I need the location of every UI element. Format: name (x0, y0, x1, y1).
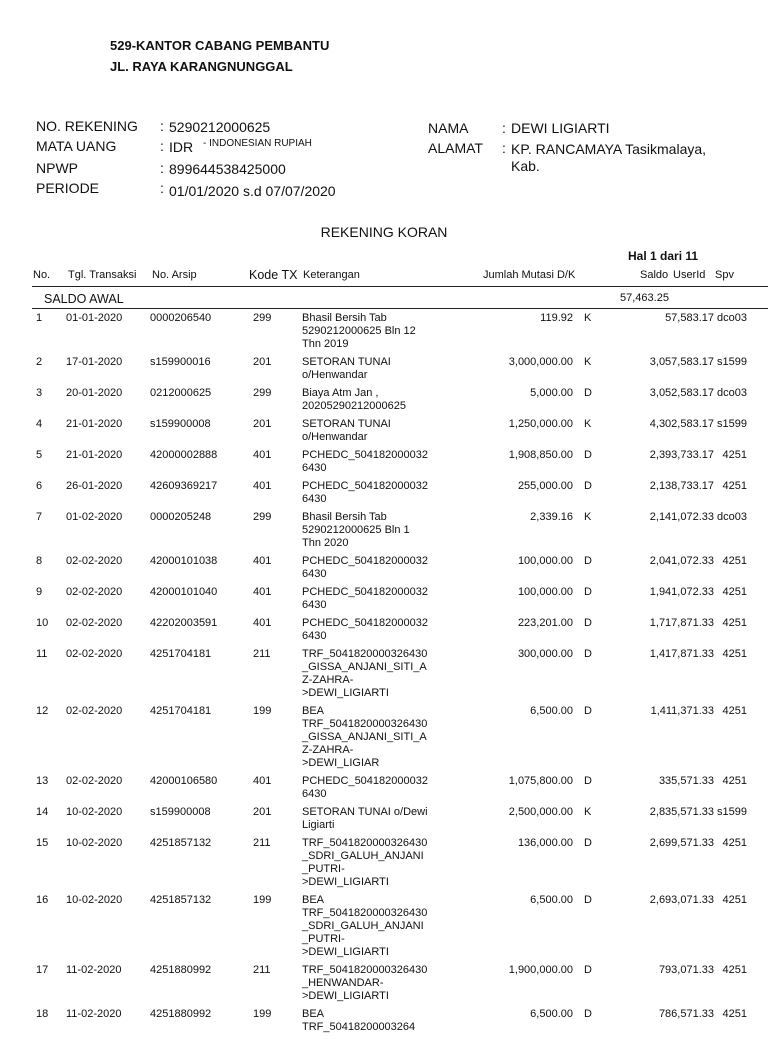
page-title: REKENING KORAN (320, 224, 448, 240)
row-date: 02-02-2020 (66, 555, 123, 567)
row-userid: 4251 (722, 617, 747, 629)
mata-uang-label: MATA UANG (36, 138, 117, 154)
table-row (32, 648, 747, 705)
row-amount: 100,000.00 (517, 555, 573, 567)
row-tx-code: 401 (253, 480, 272, 492)
row-number: 15 (36, 837, 49, 849)
periode-value: 01/01/2020 s.d 07/07/2020 (169, 183, 336, 199)
row-number: 5 (36, 449, 43, 461)
row-balance: 2,141,072.33 (649, 511, 714, 523)
row-description: PCHEDC_504182000032 6430 (302, 480, 428, 505)
row-tx-code: 401 (253, 775, 272, 787)
row-userid: dco03 (717, 511, 747, 523)
row-balance: 793,071.33 (658, 964, 714, 976)
row-debit-credit: K (584, 312, 592, 324)
header-userid: UserId (673, 269, 706, 281)
row-archive-no: 42000106580 (150, 775, 218, 787)
row-date: 21-01-2020 (66, 418, 123, 430)
nama-label: NAMA (428, 120, 469, 136)
table-row (32, 312, 747, 356)
table-row (32, 617, 747, 648)
row-date: 02-02-2020 (66, 648, 123, 660)
npwp-colon: : (160, 160, 164, 176)
row-description: BEA TRF_50418200003264 (302, 1008, 416, 1033)
row-number: 2 (36, 356, 43, 368)
rekening-value: 5290212000625 (169, 119, 271, 135)
row-date: 02-02-2020 (66, 775, 123, 787)
row-balance: 2,835,571.33 (649, 806, 714, 818)
row-tx-code: 211 (253, 964, 271, 976)
row-date: 10-02-2020 (66, 837, 123, 849)
row-description: PCHEDC_504182000032 6430 (302, 449, 428, 474)
row-userid: 4251 (722, 894, 747, 906)
row-tx-code: 199 (253, 894, 272, 906)
row-description: PCHEDC_504182000032 6430 (302, 617, 428, 642)
row-number: 3 (36, 387, 43, 399)
row-amount: 1,908,850.00 (508, 449, 573, 461)
periode-label: PERIODE (36, 180, 100, 196)
row-amount: 2,500,000.00 (508, 806, 573, 818)
row-userid: 4251 (722, 1008, 747, 1020)
row-description: TRF_5041820000326430 _GISSA_ANJANI_SITI_A Z-ZAHRA- >DEWI_LIGIARTI (302, 648, 428, 699)
row-date: 20-01-2020 (66, 387, 123, 399)
header-no: No. (33, 269, 51, 281)
header-divider (32, 286, 768, 287)
row-description: PCHEDC_504182000032 6430 (302, 586, 428, 611)
row-tx-code: 211 (253, 648, 271, 660)
row-date: 10-02-2020 (66, 806, 123, 818)
row-number: 12 (36, 705, 49, 717)
row-debit-credit: D (584, 617, 592, 629)
row-description: SETORAN TUNAI o/Henwandar (302, 356, 391, 381)
row-debit-credit: K (584, 511, 592, 523)
row-number: 13 (36, 775, 49, 787)
row-archive-no: s159900016 (150, 356, 211, 368)
row-tx-code: 211 (253, 837, 271, 849)
row-number: 14 (36, 806, 49, 818)
row-number: 17 (36, 964, 49, 976)
table-row (32, 775, 747, 806)
row-amount: 1,250,000.00 (508, 418, 573, 430)
row-date: 02-02-2020 (66, 586, 123, 598)
row-date: 01-02-2020 (66, 511, 123, 523)
row-debit-credit: K (584, 418, 592, 430)
row-date: 02-02-2020 (66, 705, 123, 717)
row-date: 26-01-2020 (66, 480, 123, 492)
row-description: TRF_5041820000326430 _HENWANDAR- >DEWI_LIGIARTI (302, 964, 428, 1002)
row-balance: 3,052,583.17 (649, 387, 714, 399)
row-number: 9 (36, 586, 43, 598)
row-tx-code: 201 (253, 356, 272, 368)
mata-uang-value: IDR (169, 139, 194, 155)
alamat-value-line2: Kab. (511, 158, 540, 174)
row-number: 6 (36, 480, 43, 492)
row-amount: 2,339.16 (530, 511, 573, 523)
row-amount: 5,000.00 (530, 387, 573, 399)
row-amount: 3,000,000.00 (508, 356, 573, 368)
row-date: 17-01-2020 (66, 356, 123, 368)
row-debit-credit: D (584, 837, 592, 849)
saldo-awal-value: 57,463.25 (620, 292, 669, 304)
row-debit-credit: D (584, 480, 592, 492)
row-balance: 2,138,733.17 (649, 480, 714, 492)
alamat-colon: : (502, 140, 506, 156)
branch-name: 529-KANTOR CABANG PEMBANTU (110, 38, 330, 53)
row-userid: dco03 (717, 312, 747, 324)
row-userid: 4251 (722, 964, 747, 976)
row-balance: 786,571.33 (658, 1008, 714, 1020)
row-amount: 255,000.00 (517, 480, 573, 492)
row-number: 16 (36, 894, 49, 906)
row-archive-no: 0000205248 (150, 511, 212, 523)
row-userid: s1599 (717, 418, 747, 430)
row-description: TRF_5041820000326430 _SDRI_GALUH_ANJANI _PUTRI- >DEWI_LIGIARTI (302, 837, 428, 888)
row-archive-no: 4251880992 (150, 964, 212, 976)
row-archive-no: 4251857132 (150, 837, 212, 849)
saldo-awal-label: SALDO AWAL (44, 292, 124, 306)
row-debit-credit: D (584, 1008, 592, 1020)
row-number: 4 (36, 418, 43, 430)
row-debit-credit: D (584, 705, 592, 717)
row-date: 11-02-2020 (66, 964, 122, 976)
row-balance: 2,699,571.33 (649, 837, 714, 849)
mata-uang-desc: - INDONESIAN RUPIAH (203, 138, 312, 149)
row-description: BEA TRF_5041820000326430 _GISSA_ANJANI_SITI_A Z-ZAHRA- >DEWI_LIGIAR (302, 705, 428, 769)
row-amount: 1,900,000.00 (508, 964, 573, 976)
row-balance: 2,693,071.33 (649, 894, 714, 906)
row-date: 02-02-2020 (66, 617, 123, 629)
row-description: Bhasil Bersih Tab 5290212000625 Bln 12 Thn 2019 (302, 312, 416, 350)
row-amount: 119.92 (540, 312, 573, 324)
row-description: PCHEDC_504182000032 6430 (302, 555, 428, 580)
row-debit-credit: D (584, 387, 592, 399)
row-archive-no: 0000206540 (150, 312, 212, 324)
rekening-colon: : (160, 118, 164, 134)
row-archive-no: 0212000625 (150, 387, 212, 399)
row-number: 7 (36, 511, 43, 523)
row-archive-no: s159900008 (150, 806, 211, 818)
npwp-label: NPWP (36, 160, 78, 176)
row-archive-no: 42000101038 (150, 555, 218, 567)
table-row (32, 837, 747, 894)
row-date: 10-02-2020 (66, 894, 123, 906)
row-amount: 1,075,800.00 (508, 775, 573, 787)
row-tx-code: 401 (253, 449, 272, 461)
row-archive-no: 4251704181 (150, 648, 212, 660)
transactions-table (32, 312, 747, 1039)
table-row (32, 449, 747, 480)
row-userid: 4251 (722, 555, 747, 567)
row-date: 11-02-2020 (66, 1008, 122, 1020)
row-date: 01-01-2020 (66, 312, 123, 324)
table-row (32, 418, 747, 449)
row-amount: 6,500.00 (530, 1008, 573, 1020)
row-userid: s1599 (717, 806, 747, 818)
row-tx-code: 299 (253, 387, 272, 399)
row-amount: 223,201.00 (517, 617, 573, 629)
nama-colon: : (502, 120, 506, 136)
table-row (32, 705, 747, 775)
row-userid: 4251 (722, 586, 747, 598)
header-spv: Spv (715, 269, 734, 281)
row-date: 21-01-2020 (66, 449, 123, 461)
row-number: 18 (36, 1008, 49, 1020)
row-description: SETORAN TUNAI o/Henwandar (302, 418, 391, 443)
row-tx-code: 199 (253, 1008, 272, 1020)
row-archive-no: s159900008 (150, 418, 211, 430)
row-balance: 1,717,871.33 (649, 617, 714, 629)
table-row (32, 387, 747, 418)
row-description: BEA TRF_5041820000326430 _SDRI_GALUH_ANJANI _PUTRI- >DEWI_LIGIARTI (302, 894, 428, 958)
nama-value: DEWI LIGIARTI (511, 120, 610, 136)
row-description: PCHEDC_504182000032 6430 (302, 775, 428, 800)
table-row (32, 555, 747, 586)
row-userid: s1599 (717, 356, 747, 368)
npwp-value: 899644538425000 (169, 161, 286, 177)
row-tx-code: 401 (253, 617, 272, 629)
row-tx-code: 201 (253, 418, 272, 430)
table-row (32, 356, 747, 387)
row-archive-no: 42000101040 (150, 586, 218, 598)
header-jumlah: Jumlah Mutasi D/K (483, 269, 576, 281)
row-tx-code: 199 (253, 705, 272, 717)
row-userid: 4251 (722, 449, 747, 461)
row-userid: 4251 (722, 705, 747, 717)
table-row (32, 586, 747, 617)
alamat-label: ALAMAT (428, 140, 483, 156)
row-debit-credit: D (584, 449, 592, 461)
row-amount: 136,000.00 (517, 837, 573, 849)
row-balance: 2,041,072.33 (649, 555, 714, 567)
row-debit-credit: K (584, 356, 592, 368)
table-row (32, 894, 747, 964)
row-balance: 2,393,733.17 (649, 449, 714, 461)
row-balance: 3,057,583.17 (649, 356, 714, 368)
row-number: 8 (36, 555, 43, 567)
row-userid: 4251 (722, 837, 747, 849)
row-tx-code: 299 (253, 312, 272, 324)
row-balance: 1,411,371.33 (650, 705, 714, 717)
row-debit-credit: D (584, 775, 592, 787)
row-balance: 335,571.33 (658, 775, 714, 787)
row-amount: 6,500.00 (530, 705, 573, 717)
row-balance: 57,583.17 (665, 312, 714, 324)
row-debit-credit: D (584, 964, 592, 976)
rekening-label: NO. REKENING (36, 118, 138, 134)
row-number: 11 (36, 648, 48, 660)
periode-colon: : (160, 180, 164, 196)
row-number: 1 (36, 312, 43, 324)
alamat-value-line1: KP. RANCAMAYA Tasikmalaya, (511, 141, 707, 157)
row-debit-credit: K (584, 806, 592, 818)
row-number: 10 (36, 617, 49, 629)
row-userid: 4251 (722, 480, 747, 492)
mata-uang-colon: : (160, 138, 164, 154)
header-tgl: Tgl. Transaksi (68, 269, 137, 281)
row-amount: 6,500.00 (530, 894, 573, 906)
row-amount: 300,000.00 (517, 648, 573, 660)
row-debit-credit: D (584, 894, 592, 906)
row-amount: 100,000.00 (517, 586, 573, 598)
row-description: SETORAN TUNAI o/Dewi Ligiarti (302, 806, 428, 831)
table-row (32, 480, 747, 511)
row-balance: 4,302,583.17 (649, 418, 714, 430)
row-tx-code: 401 (253, 555, 272, 567)
row-archive-no: 42609369217 (150, 480, 218, 492)
row-description: Biaya Atm Jan , 20205290212000625 (302, 387, 407, 412)
header-kode: Kode TX (249, 268, 298, 282)
row-debit-credit: D (584, 555, 592, 567)
row-archive-no: 42000002888 (150, 449, 218, 461)
row-archive-no: 4251704181 (150, 705, 212, 717)
page-info: Hal 1 dari 11 (628, 249, 699, 263)
row-archive-no: 42202003591 (150, 617, 218, 629)
header-arsip: No. Arsip (152, 269, 197, 281)
row-balance: 1,941,072.33 (649, 586, 714, 598)
row-userid: dco03 (717, 387, 747, 399)
row-userid: 4251 (722, 775, 747, 787)
row-archive-no: 4251880992 (150, 1008, 212, 1020)
row-tx-code: 201 (253, 806, 272, 818)
row-tx-code: 401 (253, 586, 272, 598)
header-saldo: Saldo (640, 269, 669, 281)
header-ket: Keterangan (303, 269, 360, 281)
table-row (32, 964, 747, 1008)
row-balance: 1,417,871.33 (649, 648, 714, 660)
table-row (32, 806, 747, 837)
row-debit-credit: D (584, 648, 592, 660)
row-userid: 4251 (722, 648, 747, 660)
row-debit-credit: D (584, 586, 592, 598)
row-archive-no: 4251857132 (150, 894, 212, 906)
table-row (32, 511, 747, 555)
row-description: Bhasil Bersih Tab 5290212000625 Bln 1 Thn 2020 (302, 511, 410, 549)
branch-address: JL. RAYA KARANGNUNGGAL (110, 59, 293, 74)
row-tx-code: 299 (253, 511, 272, 523)
saldo-awal-divider (32, 308, 768, 309)
